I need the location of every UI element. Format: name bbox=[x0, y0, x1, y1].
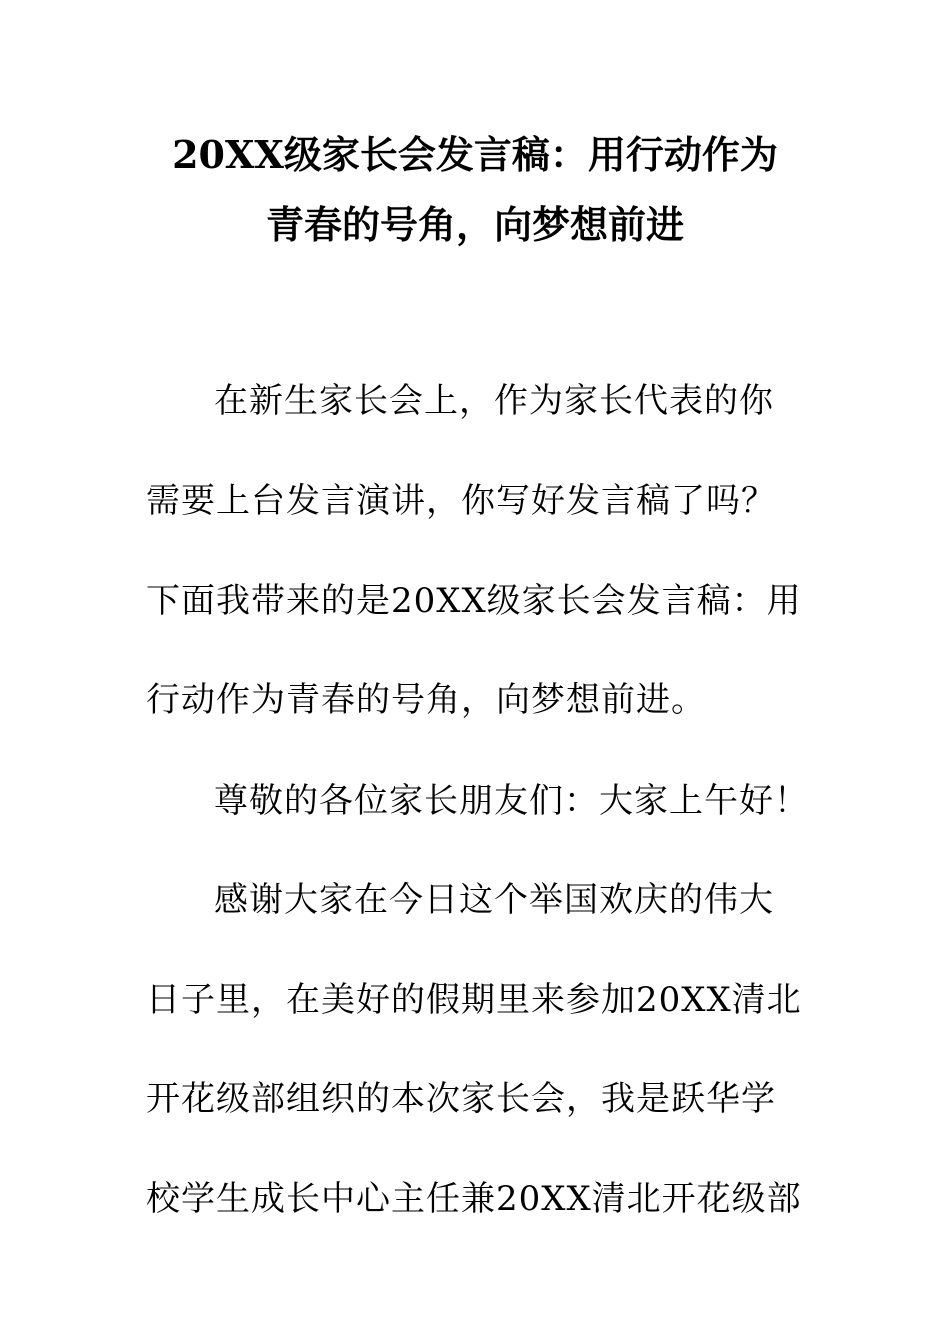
paragraph-1-line-1: 在新生家长会上，作为家长代表的你 bbox=[214, 381, 774, 421]
paragraph-1-line-2: 需要上台发言演讲，你写好发言稿了吗？ bbox=[146, 481, 776, 521]
paragraph-3-line-3: 开花级部组织的本次家长会，我是跃华学 bbox=[146, 1079, 776, 1119]
paragraph-1-line-4: 行动作为青春的号角，向梦想前进。 bbox=[146, 680, 706, 720]
paragraph-1-line-3: 下面我带来的是20XX级家长会发言稿：用 bbox=[146, 581, 802, 621]
paragraph-3-line-4: 校学生成长中心主任兼20XX清北开花级部 bbox=[146, 1179, 802, 1219]
document-title-line-1: 20XX级家长会发言稿：用行动作为 bbox=[172, 132, 778, 177]
greeting-line: 尊敬的各位家长朋友们：大家上午好！ bbox=[214, 781, 809, 821]
document-title-line-2: 青春的号角，向梦想前进 bbox=[265, 202, 684, 247]
paragraph-3-line-2: 日子里，在美好的假期里来参加20XX清北 bbox=[146, 980, 802, 1020]
paragraph-3-line-1: 感谢大家在今日这个举国欢庆的伟大 bbox=[214, 880, 774, 920]
